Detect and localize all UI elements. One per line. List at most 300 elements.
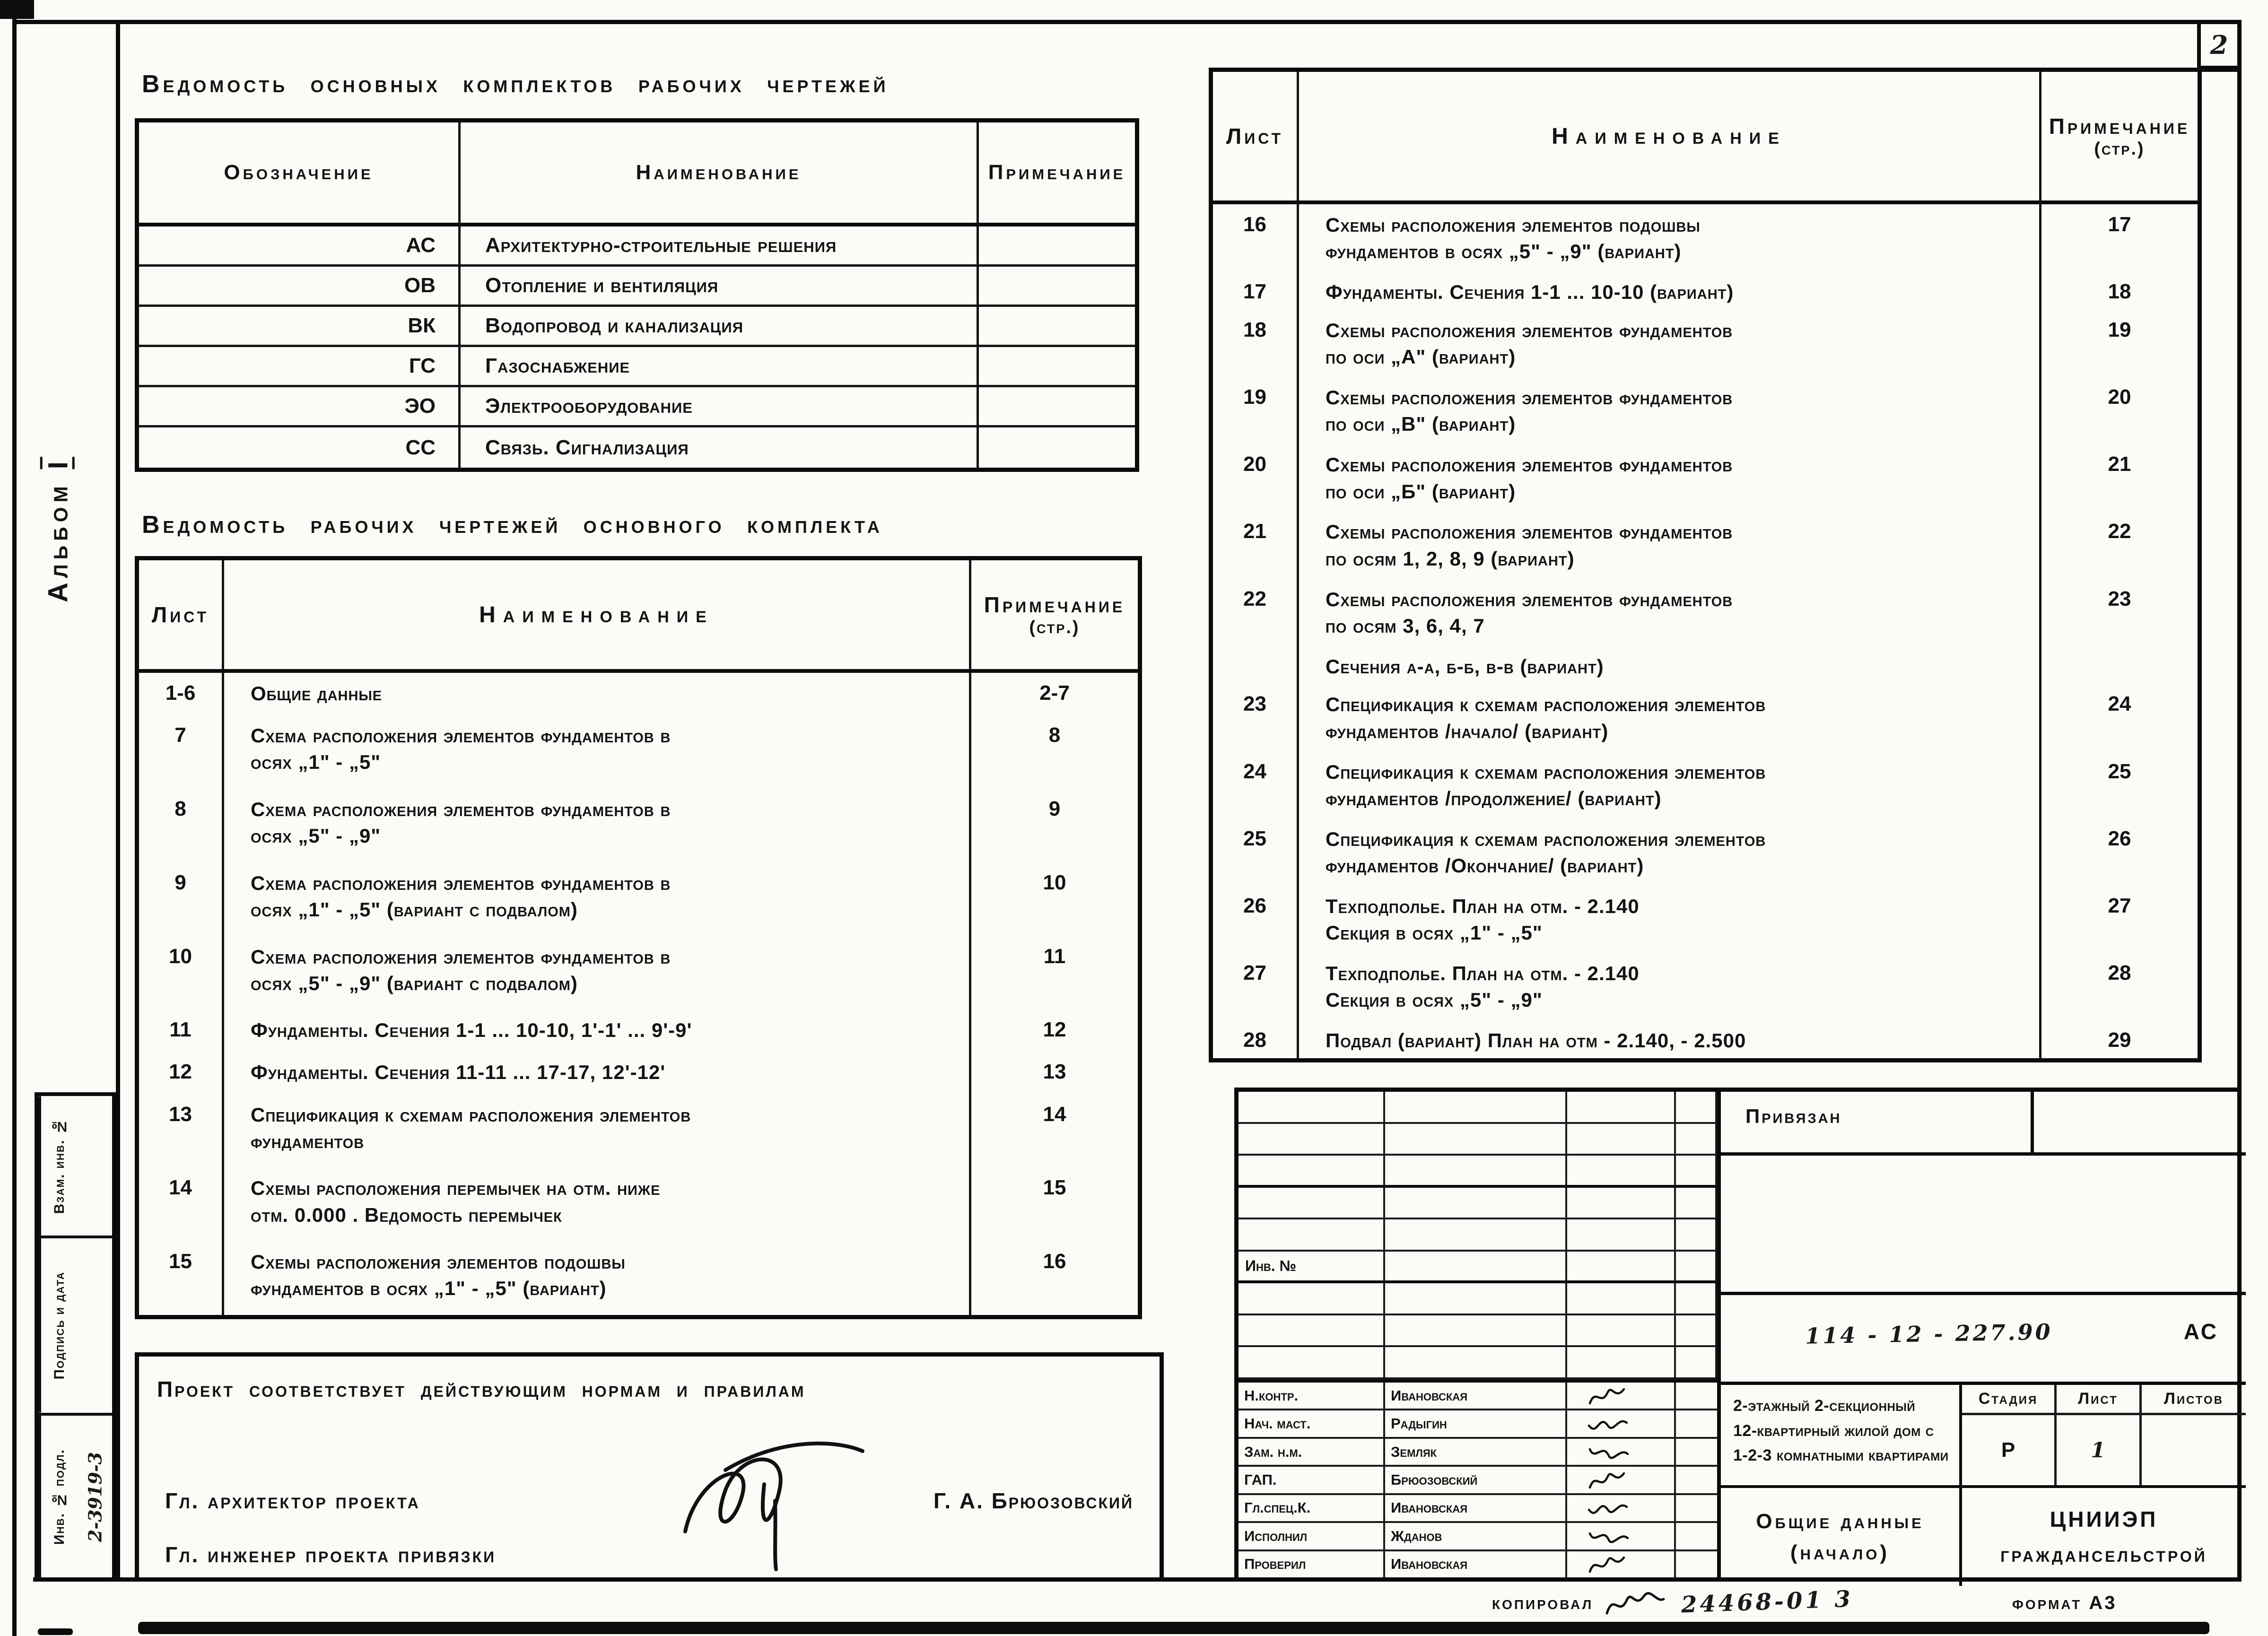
set-code: ЭО bbox=[139, 387, 461, 427]
revision-cell bbox=[1567, 1124, 1676, 1156]
signature bbox=[1567, 1383, 1676, 1409]
sheet-value: 1 bbox=[2057, 1415, 2142, 1485]
document-number: 114 - 12 - 227.90 bbox=[1805, 1319, 2053, 1349]
frame-top-extension bbox=[12, 20, 116, 24]
header-sheet: Лист bbox=[1213, 72, 1299, 200]
drawing-name-line: Подвал (вариант) План на отм - 2.140, - 2.500 bbox=[1326, 1029, 1746, 1052]
scan-corner-mark bbox=[0, 0, 34, 19]
signature-row bbox=[1239, 1495, 1717, 1523]
signature-rows bbox=[1239, 1383, 1717, 1577]
drawing-name-line: Общие данные bbox=[251, 682, 383, 705]
revision-cell bbox=[1567, 1219, 1676, 1252]
drawing-name-line: фундаментов bbox=[251, 1130, 365, 1152]
header-note-line: (стр.) bbox=[2094, 139, 2145, 159]
revision-cell bbox=[1239, 1188, 1385, 1220]
attached-label: Привязан bbox=[1745, 1105, 1842, 1127]
copier-signature bbox=[1602, 1584, 1668, 1627]
revision-cell bbox=[1385, 1283, 1567, 1315]
note-page: 13 bbox=[1043, 1060, 1066, 1084]
table-row bbox=[1213, 818, 2198, 886]
table-row bbox=[1213, 751, 2198, 818]
note-page: 18 bbox=[2108, 280, 2131, 304]
scan-left-edge bbox=[12, 0, 17, 1636]
table-header bbox=[139, 560, 1138, 673]
table-row bbox=[139, 789, 1138, 862]
revision-cell bbox=[1385, 1124, 1567, 1156]
sheets-total-value bbox=[2142, 1415, 2246, 1485]
table-row bbox=[139, 1094, 1138, 1168]
note-page: 11 bbox=[1043, 944, 1066, 968]
sheet-number: 10 bbox=[139, 936, 224, 1010]
table-row bbox=[1213, 579, 2198, 646]
chief-architect-label: Гл. архитектор проекта bbox=[165, 1488, 420, 1513]
date-cell bbox=[1676, 1439, 1717, 1465]
revision-cell bbox=[1385, 1156, 1567, 1188]
drawing-name-line: Техподполье. План на отм. - 2.140 bbox=[1326, 962, 1640, 985]
title-block-bottom bbox=[1721, 1385, 2246, 1586]
table-row bbox=[139, 1241, 1138, 1315]
revision-cell bbox=[1676, 1124, 1717, 1156]
note-page: 22 bbox=[2108, 520, 2131, 543]
table-row bbox=[1213, 684, 2198, 751]
drawing-name-line: Схема расположения элементов фундаментов в bbox=[251, 724, 671, 747]
revision-grid bbox=[1239, 1092, 1717, 1383]
drawing-name-line: Схемы расположения элементов фундаментов bbox=[1326, 453, 1733, 476]
table-row bbox=[1213, 886, 2198, 953]
drawing-name bbox=[1299, 646, 2041, 684]
sheet-number: 12 bbox=[139, 1052, 224, 1094]
person-name: Жданов bbox=[1385, 1523, 1567, 1549]
drawing-name-line: фундаментов /Окончание/ (вариант) bbox=[1326, 854, 1644, 877]
note-page: 28 bbox=[2108, 961, 2131, 985]
revision-cell bbox=[1385, 1252, 1567, 1284]
drawing-name bbox=[1299, 886, 2041, 953]
set-code: АС bbox=[139, 226, 461, 267]
table-row bbox=[1213, 271, 2198, 310]
divider bbox=[2031, 1092, 2034, 1152]
note-page: 14 bbox=[1043, 1102, 1066, 1126]
note-page: 29 bbox=[2108, 1028, 2131, 1052]
drawing-name-line: Спецификация к схемам расположения элементов bbox=[1326, 693, 1766, 716]
drawing-name-line: Схемы расположения элементов фундаментов bbox=[1326, 386, 1733, 409]
person-name: Ивановская bbox=[1385, 1495, 1567, 1521]
set-note bbox=[979, 307, 1135, 347]
project-line: 1-2-3 комнатными квартирами bbox=[1733, 1446, 1949, 1465]
drawing-name-line: Схемы расположения перемычек на отм. ниже bbox=[251, 1177, 661, 1200]
drawing-name-line: фундаментов в осях „1" - „5" (вариант) bbox=[251, 1277, 607, 1300]
page-number: 2 bbox=[2210, 30, 2228, 60]
note-page: 10 bbox=[1043, 870, 1066, 894]
person-name: Ивановская bbox=[1385, 1551, 1567, 1577]
sheet-number bbox=[1213, 646, 1299, 684]
stamp-label-podpis: Подпись и дата bbox=[38, 1238, 78, 1413]
sheet-number: 15 bbox=[139, 1241, 224, 1315]
header-name: Наименование bbox=[1299, 72, 2041, 200]
header-name: Наименование bbox=[224, 560, 971, 669]
header-note-line: Примечание bbox=[984, 592, 1125, 617]
person-name: Земляк bbox=[1385, 1439, 1567, 1465]
drawing-name-line: осях „1" - „5" (вариант с подвалом) bbox=[251, 898, 578, 921]
stamp-row bbox=[38, 1238, 112, 1416]
organization-line: ЦНИИЭП bbox=[2050, 1506, 2158, 1532]
revision-cell bbox=[1239, 1315, 1385, 1348]
copy-code: 24468-01 3 bbox=[1681, 1585, 1854, 1619]
sheet-number: 28 bbox=[1213, 1020, 1299, 1058]
chief-architect-name: Г. А. Брюозовский bbox=[933, 1488, 1134, 1513]
sheet-number: 22 bbox=[1213, 579, 1299, 646]
table-row bbox=[139, 673, 1138, 715]
set-note bbox=[979, 427, 1135, 468]
date-cell bbox=[1676, 1467, 1717, 1493]
revision-cell bbox=[1676, 1347, 1717, 1379]
stamp-row bbox=[38, 1096, 112, 1238]
note-page: 20 bbox=[2108, 385, 2131, 409]
note-page: 17 bbox=[2108, 213, 2131, 236]
drawing-name-line: по оси „А" (вариант) bbox=[1326, 346, 1516, 368]
signature-row bbox=[1239, 1439, 1717, 1467]
sheet-number: 24 bbox=[1213, 751, 1299, 818]
sheet-number: 19 bbox=[1213, 377, 1299, 444]
title-block-right bbox=[1721, 1092, 2246, 1577]
drawing-name-line: Спецификация к схемам расположения элементов bbox=[1326, 827, 1766, 850]
sheets-total-header: Листов bbox=[2142, 1385, 2246, 1415]
header-sheet: Лист bbox=[139, 560, 224, 669]
drawing-name bbox=[224, 1167, 971, 1241]
table-main-sets-title: Ведомость основных комплектов рабочих чертежей bbox=[142, 70, 889, 98]
table-row bbox=[139, 1052, 1138, 1094]
drawing-name-line: Схемы расположения элементов подошвы bbox=[1326, 214, 1701, 236]
revision-cell bbox=[1385, 1347, 1567, 1379]
drawing-name bbox=[1299, 204, 2041, 271]
date-cell bbox=[1676, 1383, 1717, 1409]
drawing-name bbox=[1299, 1020, 2041, 1058]
format-label: формат А3 bbox=[2012, 1592, 2117, 1613]
project-description bbox=[1721, 1385, 1962, 1485]
sheet-title-line: (начало) bbox=[1790, 1540, 1890, 1564]
header-note-line: (стр.) bbox=[1029, 617, 1080, 637]
drawing-name-line: Техподполье. План на отм. - 2.140 bbox=[1326, 895, 1640, 918]
set-name: Водопровод и канализация bbox=[461, 307, 979, 347]
sheet-title bbox=[1721, 1485, 1962, 1586]
table2-top-extension bbox=[2200, 68, 2238, 72]
table-sheets-2 bbox=[1209, 68, 2202, 1062]
sheet-number: 23 bbox=[1213, 684, 1299, 751]
blank-cell bbox=[1721, 1156, 2246, 1295]
drawing-name bbox=[1299, 818, 2041, 886]
stage-header: Стадия bbox=[1962, 1385, 2057, 1415]
table-row bbox=[1213, 204, 2198, 271]
note-page: 16 bbox=[1043, 1250, 1066, 1273]
set-name: Связь. Сигнализация bbox=[461, 427, 979, 468]
person-name: Брюозовский bbox=[1385, 1467, 1567, 1493]
revision-cell bbox=[1385, 1315, 1567, 1348]
stamp-value-empty bbox=[78, 1238, 112, 1413]
sheet-number: 16 bbox=[1213, 204, 1299, 271]
signature bbox=[1567, 1467, 1676, 1493]
scan-bottom-strip bbox=[138, 1622, 2209, 1634]
drawing-name bbox=[1299, 751, 2041, 818]
header-note-line: Примечание bbox=[2049, 113, 2190, 139]
drawing-name-line: Схема расположения элементов фундаментов в bbox=[251, 798, 671, 820]
drawing-name-line: Секция в осях „5" - „9" bbox=[1326, 989, 1543, 1011]
signature bbox=[1567, 1410, 1676, 1436]
date-cell bbox=[1676, 1551, 1717, 1577]
drawing-name-line: Схемы расположения элементов фундаментов bbox=[1326, 588, 1733, 610]
role-label: ГАП. bbox=[1239, 1467, 1385, 1493]
sheet-number: 9 bbox=[139, 862, 224, 936]
revision-cell bbox=[1385, 1219, 1567, 1252]
scan-bottom-nub bbox=[38, 1628, 73, 1635]
drawing-name-line: осях „5" - „9" (вариант с подвалом) bbox=[251, 972, 578, 994]
drawing-name bbox=[1299, 953, 2041, 1020]
table-row bbox=[139, 1167, 1138, 1241]
table-header bbox=[1213, 72, 2198, 204]
revision-cell bbox=[1567, 1188, 1676, 1220]
set-note bbox=[979, 347, 1135, 387]
signature-row bbox=[1239, 1383, 1717, 1410]
document-number-cell bbox=[1721, 1295, 2246, 1385]
set-note bbox=[979, 226, 1135, 267]
drawing-name-line: Схемы расположения элементов фундаментов bbox=[1326, 319, 1733, 341]
drawing-name-line: Спецификация к схемам расположения элементов bbox=[1326, 760, 1766, 783]
sheet-number: 7 bbox=[139, 715, 224, 789]
project-line: 2-этажный 2-секционный bbox=[1733, 1397, 1916, 1415]
compliance-box bbox=[135, 1352, 1164, 1582]
set-code: ВК bbox=[139, 307, 461, 347]
person-name: Радыгин bbox=[1385, 1410, 1567, 1436]
inventory-stamp bbox=[35, 1092, 116, 1582]
table-body bbox=[1213, 204, 2198, 1058]
note-page: 27 bbox=[2108, 894, 2131, 918]
revision-cell bbox=[1239, 1347, 1385, 1379]
table-sheets-1 bbox=[135, 556, 1142, 1319]
set-note bbox=[979, 267, 1135, 307]
note-page: 12 bbox=[1043, 1018, 1066, 1042]
sheet-number: 20 bbox=[1213, 444, 1299, 511]
revision-cell bbox=[1676, 1219, 1717, 1252]
signature-row bbox=[1239, 1523, 1717, 1551]
person-name: Ивановская bbox=[1385, 1383, 1567, 1409]
set-code: СС bbox=[139, 427, 461, 468]
organization bbox=[1962, 1485, 2246, 1586]
role-label: Исполнил bbox=[1239, 1523, 1385, 1549]
copied-by-label: копировал bbox=[1492, 1592, 1594, 1613]
drawing-name bbox=[1299, 511, 2041, 578]
revision-cell bbox=[1239, 1124, 1385, 1156]
note-page: 2-7 bbox=[1039, 681, 1070, 705]
table-row bbox=[139, 936, 1138, 1010]
drawing-name-line: по осям 1, 2, 8, 9 (вариант) bbox=[1326, 547, 1575, 570]
project-line: 12-квартирный жилой дом с bbox=[1733, 1421, 1934, 1440]
note-page: 15 bbox=[1043, 1176, 1066, 1200]
inventory-number: 2-3919-3 bbox=[84, 1452, 106, 1542]
signature-row bbox=[1239, 1551, 1717, 1577]
drawing-name bbox=[224, 862, 971, 936]
column-header-note: Примечание bbox=[979, 122, 1135, 226]
note-page: 9 bbox=[1048, 797, 1061, 820]
inventory-label: Инв. № bbox=[1239, 1252, 1385, 1284]
drawing-name-line: отм. 0.000 . Ведомость перемычек bbox=[251, 1203, 562, 1226]
header-note bbox=[2041, 72, 2198, 200]
sheet-number: 13 bbox=[139, 1094, 224, 1168]
revision-cell bbox=[1567, 1283, 1676, 1315]
table-row bbox=[1213, 646, 2198, 684]
revision-cell bbox=[1567, 1315, 1676, 1348]
set-name: Газоснабжение bbox=[461, 347, 979, 387]
drawing-name-line: Схема расположения элементов фундаментов в bbox=[251, 871, 671, 894]
note-page: 24 bbox=[2108, 692, 2131, 716]
drawing-name bbox=[224, 1052, 971, 1094]
revision-cell bbox=[1385, 1188, 1567, 1220]
revision-cell bbox=[1676, 1315, 1717, 1348]
date-cell bbox=[1676, 1410, 1717, 1436]
table-row bbox=[139, 715, 1138, 789]
document-code: АС bbox=[2183, 1319, 2218, 1344]
page-number-box bbox=[2197, 24, 2237, 70]
drawing-name bbox=[1299, 444, 2041, 511]
note-page: 19 bbox=[2108, 318, 2131, 341]
table-row bbox=[139, 862, 1138, 936]
album-volume: I bbox=[43, 457, 74, 470]
drawing-name-line: Фундаменты. Сечения 11-11 ... 17-17, 12'-12' bbox=[251, 1061, 666, 1084]
drawing-name-line: Схемы расположения элементов фундаментов bbox=[1326, 521, 1733, 543]
stage-table bbox=[1962, 1385, 2246, 1485]
drawing-name bbox=[224, 789, 971, 862]
drawing-name bbox=[224, 715, 971, 789]
sheet-number: 11 bbox=[139, 1009, 224, 1052]
drawing-name bbox=[224, 1094, 971, 1168]
note-page: 21 bbox=[2108, 453, 2131, 476]
signature bbox=[1567, 1523, 1676, 1549]
revision-cell bbox=[1239, 1283, 1385, 1315]
drawing-name bbox=[224, 936, 971, 1010]
table-body bbox=[139, 673, 1138, 1315]
table-row bbox=[1213, 310, 2198, 377]
drawing-name-line: Схемы расположения элементов подошвы bbox=[251, 1251, 626, 1273]
drawing-name-line: по оси „В" (вариант) bbox=[1326, 413, 1516, 435]
set-name: Архитектурно-строительные решения bbox=[461, 226, 979, 267]
revision-cell bbox=[1676, 1156, 1717, 1188]
stamp-label-inv: Инв. № подл. bbox=[38, 1416, 78, 1578]
sheet-number: 26 bbox=[1213, 886, 1299, 953]
revision-cell bbox=[1567, 1156, 1676, 1188]
role-label: Нач. маст. bbox=[1239, 1410, 1385, 1436]
sheet-title-line: Общие данные bbox=[1756, 1509, 1924, 1533]
drawing-name bbox=[224, 1009, 971, 1052]
drawing-name-line: Фундаменты. Сечения 1-1 ... 10-10, 1'-1' ... 9'-9' bbox=[251, 1019, 692, 1042]
drawing-name bbox=[1299, 579, 2041, 646]
stage-value: Р bbox=[1962, 1415, 2057, 1485]
note-page: 26 bbox=[2108, 827, 2131, 850]
column-header-code: Обозначение bbox=[139, 122, 461, 226]
drawing-name-line: Сечения а-а, б-б, в-в (вариант) bbox=[1326, 655, 1604, 678]
signature bbox=[1567, 1439, 1676, 1465]
stamp-row bbox=[38, 1416, 112, 1578]
drawing-name bbox=[1299, 310, 2041, 377]
note-page: 25 bbox=[2108, 759, 2131, 783]
sheet-number: 1-6 bbox=[139, 673, 224, 715]
sheet-number: 8 bbox=[139, 789, 224, 862]
role-label: Н.контр. bbox=[1239, 1383, 1385, 1409]
table-sheets1-title: Ведомость рабочих чертежей основного комплекта bbox=[142, 511, 883, 539]
revision-cell bbox=[1239, 1219, 1385, 1252]
table-row bbox=[1213, 953, 2198, 1020]
drawing-name bbox=[224, 1241, 971, 1315]
role-label: Гл.спец.К. bbox=[1239, 1495, 1385, 1521]
drawing-name bbox=[224, 673, 971, 715]
drawing-name-line: фундаментов /продолжение/ (вариант) bbox=[1326, 787, 1662, 809]
column-header-name: Наименование bbox=[461, 122, 979, 226]
sheet-number: 25 bbox=[1213, 818, 1299, 886]
revision-cell bbox=[1239, 1156, 1385, 1188]
drawing-name-line: осях „5" - „9" bbox=[251, 825, 381, 847]
drawing-name-line: Спецификация к схемам расположения элементов bbox=[251, 1103, 691, 1126]
table-row bbox=[1213, 511, 2198, 578]
note-page: 8 bbox=[1048, 723, 1061, 747]
signature bbox=[1567, 1495, 1676, 1521]
set-name: Электрооборудование bbox=[461, 387, 979, 427]
drawing-name-line: по оси „Б" (вариант) bbox=[1326, 480, 1516, 503]
table-row bbox=[139, 1009, 1138, 1052]
signature-row bbox=[1239, 1410, 1717, 1438]
set-code: ОВ bbox=[139, 267, 461, 307]
sheet-number: 18 bbox=[1213, 310, 1299, 377]
drawing-name bbox=[1299, 684, 2041, 751]
drawing-name-line: по осям 3, 6, 4, 7 bbox=[1326, 614, 1485, 637]
revision-cell bbox=[1676, 1092, 1717, 1124]
date-cell bbox=[1676, 1523, 1717, 1549]
revision-cell bbox=[1239, 1092, 1385, 1124]
revision-cell bbox=[1385, 1092, 1567, 1124]
table-row bbox=[1213, 444, 2198, 511]
revision-cell bbox=[1676, 1252, 1717, 1284]
sheet-header: Лист bbox=[2057, 1385, 2142, 1415]
drawing-name-line: Схема расположения элементов фундаментов в bbox=[251, 945, 671, 968]
drawing-name-line: фундаментов в осях „5" - „9" (вариант) bbox=[1326, 240, 1682, 263]
album-label bbox=[23, 407, 94, 653]
signature-row bbox=[1239, 1467, 1717, 1495]
compliance-statement: Проект соответствует действующим нормам и правилам bbox=[157, 1377, 806, 1401]
revision-cell bbox=[1676, 1283, 1717, 1315]
revision-cell bbox=[1567, 1252, 1676, 1284]
drawing-name-line: Фундаменты. Сечения 1-1 ... 10-10 (вариант) bbox=[1326, 281, 1734, 304]
signature bbox=[1567, 1551, 1676, 1577]
stamp-value-empty bbox=[78, 1096, 112, 1236]
note-page bbox=[2041, 646, 2198, 684]
attached-cell bbox=[1721, 1092, 2246, 1156]
sheet-number: 27 bbox=[1213, 953, 1299, 1020]
set-note bbox=[979, 387, 1135, 427]
sheet-number: 21 bbox=[1213, 511, 1299, 578]
revision-cell bbox=[1567, 1347, 1676, 1379]
organization-line: граждансельстрой bbox=[2000, 1541, 2207, 1566]
drawing-name-line: Секция в осях „1" - „5" bbox=[1326, 922, 1543, 944]
date-cell bbox=[1676, 1495, 1717, 1521]
sheet-number: 14 bbox=[139, 1167, 224, 1241]
table-row bbox=[1213, 1020, 2198, 1058]
stamp-label-vzam: Взам. инв. № bbox=[38, 1096, 78, 1236]
table-row bbox=[1213, 377, 2198, 444]
set-code: ГС bbox=[139, 347, 461, 387]
title-block bbox=[1234, 1088, 2242, 1582]
role-label: Проверил bbox=[1239, 1551, 1385, 1577]
chief-engineer-label: Гл. инженер проекта привязки bbox=[165, 1542, 497, 1567]
title-block-left bbox=[1239, 1092, 1721, 1577]
drawing-name-line: осях „1" - „5" bbox=[251, 751, 381, 774]
drawing-name bbox=[1299, 271, 2041, 310]
revision-cell bbox=[1676, 1188, 1717, 1220]
architect-signature bbox=[640, 1413, 924, 1574]
